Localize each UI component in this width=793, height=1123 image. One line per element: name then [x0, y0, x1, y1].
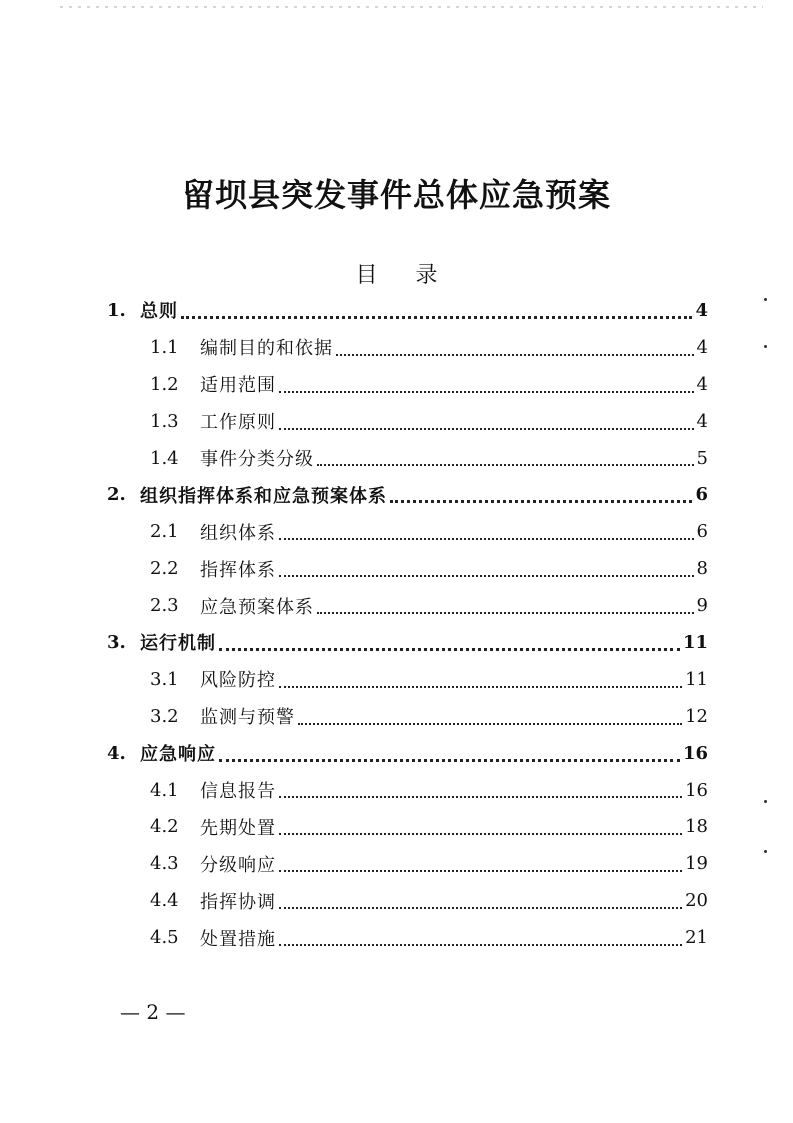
toc-entry-number: 4.4: [150, 890, 179, 912]
toc-entry-label: 信息报告: [200, 781, 276, 803]
toc-section-entry[interactable]: [107, 735, 708, 772]
toc-entry-page: 4: [696, 373, 708, 395]
toc-heading: [0, 258, 793, 289]
page-number: — 2 —: [120, 1000, 186, 1024]
toc-entry-label: 组织体系: [200, 522, 276, 544]
scan-speck: [764, 298, 767, 301]
toc-subsection-entry[interactable]: [107, 698, 708, 735]
toc-entry-page: 8: [696, 558, 708, 580]
toc-entry-label: 适用范围: [200, 375, 276, 397]
toc-entry-label: 先期处置: [200, 817, 276, 839]
scan-speck: [764, 345, 767, 348]
toc-dot-leader: [279, 686, 682, 688]
toc-subsection-entry[interactable]: [107, 587, 708, 624]
toc-entry-number: 4.1: [150, 779, 179, 801]
toc-entry-number: 4.2: [150, 816, 179, 838]
toc-subsection-entry[interactable]: [107, 661, 708, 698]
toc-entry-number: 1.3: [150, 410, 179, 432]
toc-section-entry[interactable]: [107, 476, 708, 513]
toc-dot-leader: [279, 870, 682, 872]
toc-entry-label: 组织指挥体系和应急预案体系: [140, 485, 387, 507]
toc-subsection-entry[interactable]: [107, 550, 708, 587]
toc-subsection-entry[interactable]: [107, 329, 708, 366]
toc-dot-leader: [279, 944, 682, 946]
toc-subsection-entry[interactable]: [107, 772, 708, 809]
scan-artifact-line: [60, 6, 763, 8]
toc-subsection-entry[interactable]: [107, 919, 708, 956]
toc-entry-page: 21: [685, 927, 708, 949]
toc-entry-page: 4: [696, 336, 708, 358]
toc-entry-page: 12: [685, 705, 708, 727]
toc-entry-label: 指挥体系: [200, 559, 276, 581]
toc-entry-page: 6: [696, 521, 708, 543]
toc-heading-char-1: 目: [355, 263, 378, 288]
toc-dot-leader: [390, 500, 692, 503]
toc-entry-number: 2.: [107, 484, 126, 506]
toc-entry-page: 6: [695, 484, 708, 506]
toc-entry-label: 风险防控: [200, 670, 276, 692]
toc-dot-leader: [279, 796, 682, 798]
toc-entry-page: 4: [696, 410, 708, 432]
toc-dot-leader: [317, 464, 694, 466]
toc-entry-number: 4.3: [150, 853, 179, 875]
toc-entry-page: 18: [685, 816, 708, 838]
toc-dot-leader: [279, 428, 694, 430]
toc-entry-number: 4.5: [150, 927, 179, 949]
toc-dot-leader: [181, 316, 692, 319]
toc-entry-page: 5: [696, 447, 708, 469]
toc-heading-char-2: 录: [415, 263, 438, 288]
toc-subsection-entry[interactable]: [107, 513, 708, 550]
toc-entry-number: 3.1: [150, 668, 179, 690]
toc-entry-label: 应急预案体系: [200, 596, 314, 618]
toc-dot-leader: [219, 759, 680, 762]
toc-entry-label: 运行机制: [140, 633, 216, 655]
toc-entry-number: 4.: [107, 742, 126, 764]
toc-section-entry[interactable]: [107, 292, 708, 329]
toc-entry-number: 1.4: [150, 447, 179, 469]
scan-speck: [764, 800, 767, 803]
toc-dot-leader: [279, 907, 682, 909]
toc-entry-number: 2.2: [150, 558, 179, 580]
toc-subsection-entry[interactable]: [107, 845, 708, 882]
document-title: 留坝县突发事件总体应急预案: [181, 176, 611, 214]
toc-section-entry[interactable]: [107, 624, 708, 661]
toc-subsection-entry[interactable]: [107, 882, 708, 919]
table-of-contents: [107, 292, 708, 956]
toc-dot-leader: [298, 723, 682, 725]
toc-subsection-entry[interactable]: [107, 440, 708, 477]
toc-dot-leader: [279, 391, 694, 393]
toc-entry-label: 处置措施: [200, 928, 276, 950]
toc-entry-label: 监测与预警: [200, 707, 295, 729]
toc-entry-page: 9: [696, 595, 708, 617]
toc-entry-page: 20: [685, 890, 708, 912]
toc-entry-number: 1.2: [150, 373, 179, 395]
toc-entry-number: 3.: [107, 631, 126, 653]
toc-entry-page: 4: [695, 299, 708, 321]
toc-entry-number: 1.: [107, 299, 126, 321]
toc-entry-label: 分级响应: [200, 854, 276, 876]
toc-entry-page: 16: [682, 742, 708, 764]
toc-dot-leader: [279, 538, 694, 540]
toc-entry-number: 1.1: [150, 336, 179, 358]
toc-subsection-entry[interactable]: [107, 366, 708, 403]
toc-entry-label: 事件分类分级: [200, 449, 314, 470]
toc-dot-leader: [279, 833, 682, 835]
toc-entry-page: 16: [685, 779, 708, 801]
toc-entry-label: 工作原则: [200, 412, 276, 434]
toc-dot-leader: [279, 575, 694, 577]
scan-speck: [764, 850, 767, 853]
toc-entry-label: 总则: [140, 301, 178, 323]
toc-entry-label: 指挥协调: [200, 891, 276, 913]
toc-dot-leader: [219, 648, 680, 651]
toc-subsection-entry[interactable]: [107, 808, 708, 845]
toc-dot-leader: [317, 612, 694, 614]
toc-subsection-entry[interactable]: [107, 403, 708, 440]
toc-entry-number: 3.2: [150, 705, 179, 727]
toc-entry-label: 应急响应: [140, 744, 216, 766]
toc-entry-label: 编制目的和依据: [200, 338, 333, 360]
toc-entry-page: 19: [685, 853, 708, 875]
toc-dot-leader: [336, 354, 694, 356]
toc-entry-page: 11: [682, 631, 708, 653]
toc-entry-number: 2.3: [150, 595, 179, 617]
toc-entry-number: 2.1: [150, 521, 179, 543]
toc-entry-page: 11: [685, 668, 708, 690]
